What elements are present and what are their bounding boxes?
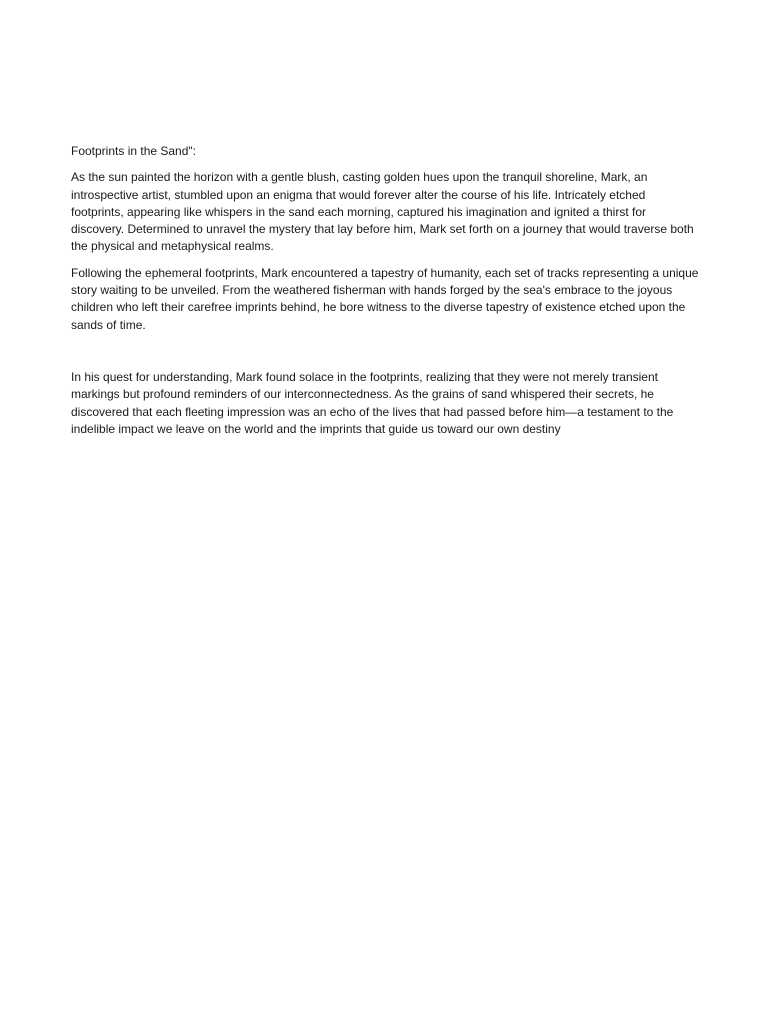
paragraph-2: Following the ephemeral footprints, Mark encountered a tapestry of humanity, each set of tracks representing a unique story waiting to be unveiled. From the weathered fisherman with hands forged by the sea's embrace to the joyous children who left their carefree imprints behind, he bore witness to the diverse tapestry of existence etched upon the sands of time. [71,265,699,332]
paragraph-spacer [71,343,701,369]
document-title: Footprints in the Sand": [71,144,196,158]
paragraph-1: As the sun painted the horizon with a gentle blush, casting golden hues upon the tranquil shoreline, Mark, an introspective artist, stumbled upon an enigma that would forever alter the course of his life. Intricately etched footprints, appearing like whispers in the sand each morning, captured his imagination and ignited a thirst for discovery. Determined to unravel the mystery that lay before him, Mark set forth on a journey that would traverse both the physical and metaphysical realms. [71,170,694,254]
paragraph-3: In his quest for understanding, Mark found solace in the footprints, realizing that they were not merely transient markings but profound reminders of our interconnectedness. As the grains of sand whispered their secrets, he discovered that each fleeting impression was an echo of the lives that had passed before him—a testament to the indelible impact we leave on the world and the imprints that guide us toward our own destiny [71,369,674,436]
document-body [71,143,701,447]
